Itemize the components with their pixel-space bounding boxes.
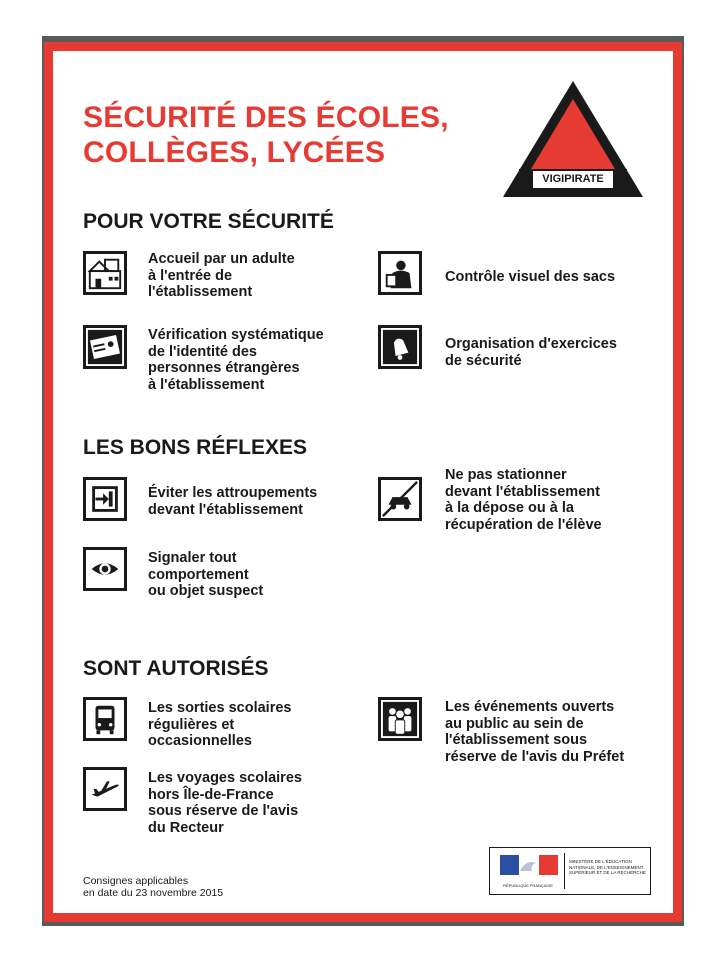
school-building-icon bbox=[83, 251, 127, 295]
item-text-evenements: Les événements ouverts au public au sein de l'établissement sous réserve de l'avis du Préfet bbox=[445, 699, 625, 765]
bus-icon bbox=[83, 697, 127, 741]
marianne-logo-icon bbox=[500, 855, 558, 875]
ministry-label: MINISTÈRE DE L'ÉDUCATION NATIONALE, DE L'ENSEIGNEMENT SUPÉRIEUR ET DE LA RECHERCHE bbox=[569, 859, 646, 875]
item-text-stationner: Ne pas stationner devant l'établissement à la dépose ou à la récupération de l'élève bbox=[445, 467, 602, 533]
item-text-voyages: Les voyages scolaires hors Île-de-France sous réserve de l'avis du Recteur bbox=[148, 770, 302, 836]
crowd-icon bbox=[378, 697, 422, 741]
bag-check-icon bbox=[378, 251, 422, 295]
section-heading-securite: POUR VOTRE SÉCURITÉ bbox=[83, 210, 334, 233]
enter-arrow-icon bbox=[83, 477, 127, 521]
vigipirate-logo bbox=[499, 77, 647, 201]
poster-frame bbox=[44, 42, 682, 922]
item-text-sorties: Les sorties scolaires régulières et occasionnelles bbox=[148, 700, 292, 749]
footer-note: Consignes applicables en date du 23 novembre 2015 bbox=[83, 875, 224, 899]
item-text-signaler: Signaler tout comportement ou objet suspect bbox=[148, 550, 264, 599]
ministry-divider bbox=[564, 853, 565, 889]
poster-title-line-1: SÉCURITÉ DES ÉCOLES, bbox=[83, 101, 449, 134]
poster bbox=[42, 36, 684, 926]
section-heading-autorises: SONT AUTORISÉS bbox=[83, 657, 269, 680]
vigipirate-label: VIGIPIRATE bbox=[542, 173, 604, 185]
airplane-icon bbox=[83, 767, 127, 811]
poster-title-line-2: COLLÈGES, LYCÉES bbox=[83, 136, 386, 169]
section-heading-reflexes: LES BONS RÉFLEXES bbox=[83, 436, 308, 459]
item-text-attroupements: Éviter les attroupements devant l'établissement bbox=[148, 485, 318, 518]
item-text-sacs: Contrôle visuel des sacs bbox=[445, 269, 616, 285]
item-text-verification: Vérification systématique de l'identité des personnes étrangères à l'établissement bbox=[148, 327, 324, 393]
no-parking-car-icon bbox=[378, 477, 422, 521]
alarm-bell-icon bbox=[378, 325, 422, 369]
poster-content bbox=[53, 51, 673, 913]
ministry-logo bbox=[489, 847, 651, 895]
item-text-exercices: Organisation d'exercices de sécurité bbox=[445, 336, 617, 369]
item-text-accueil: Accueil par un adulte à l'entrée de l'établissement bbox=[148, 251, 295, 300]
eye-icon bbox=[83, 547, 127, 591]
republic-label: RÉPUBLIQUE FRANÇAISE bbox=[503, 883, 553, 888]
id-card-icon bbox=[83, 325, 127, 369]
